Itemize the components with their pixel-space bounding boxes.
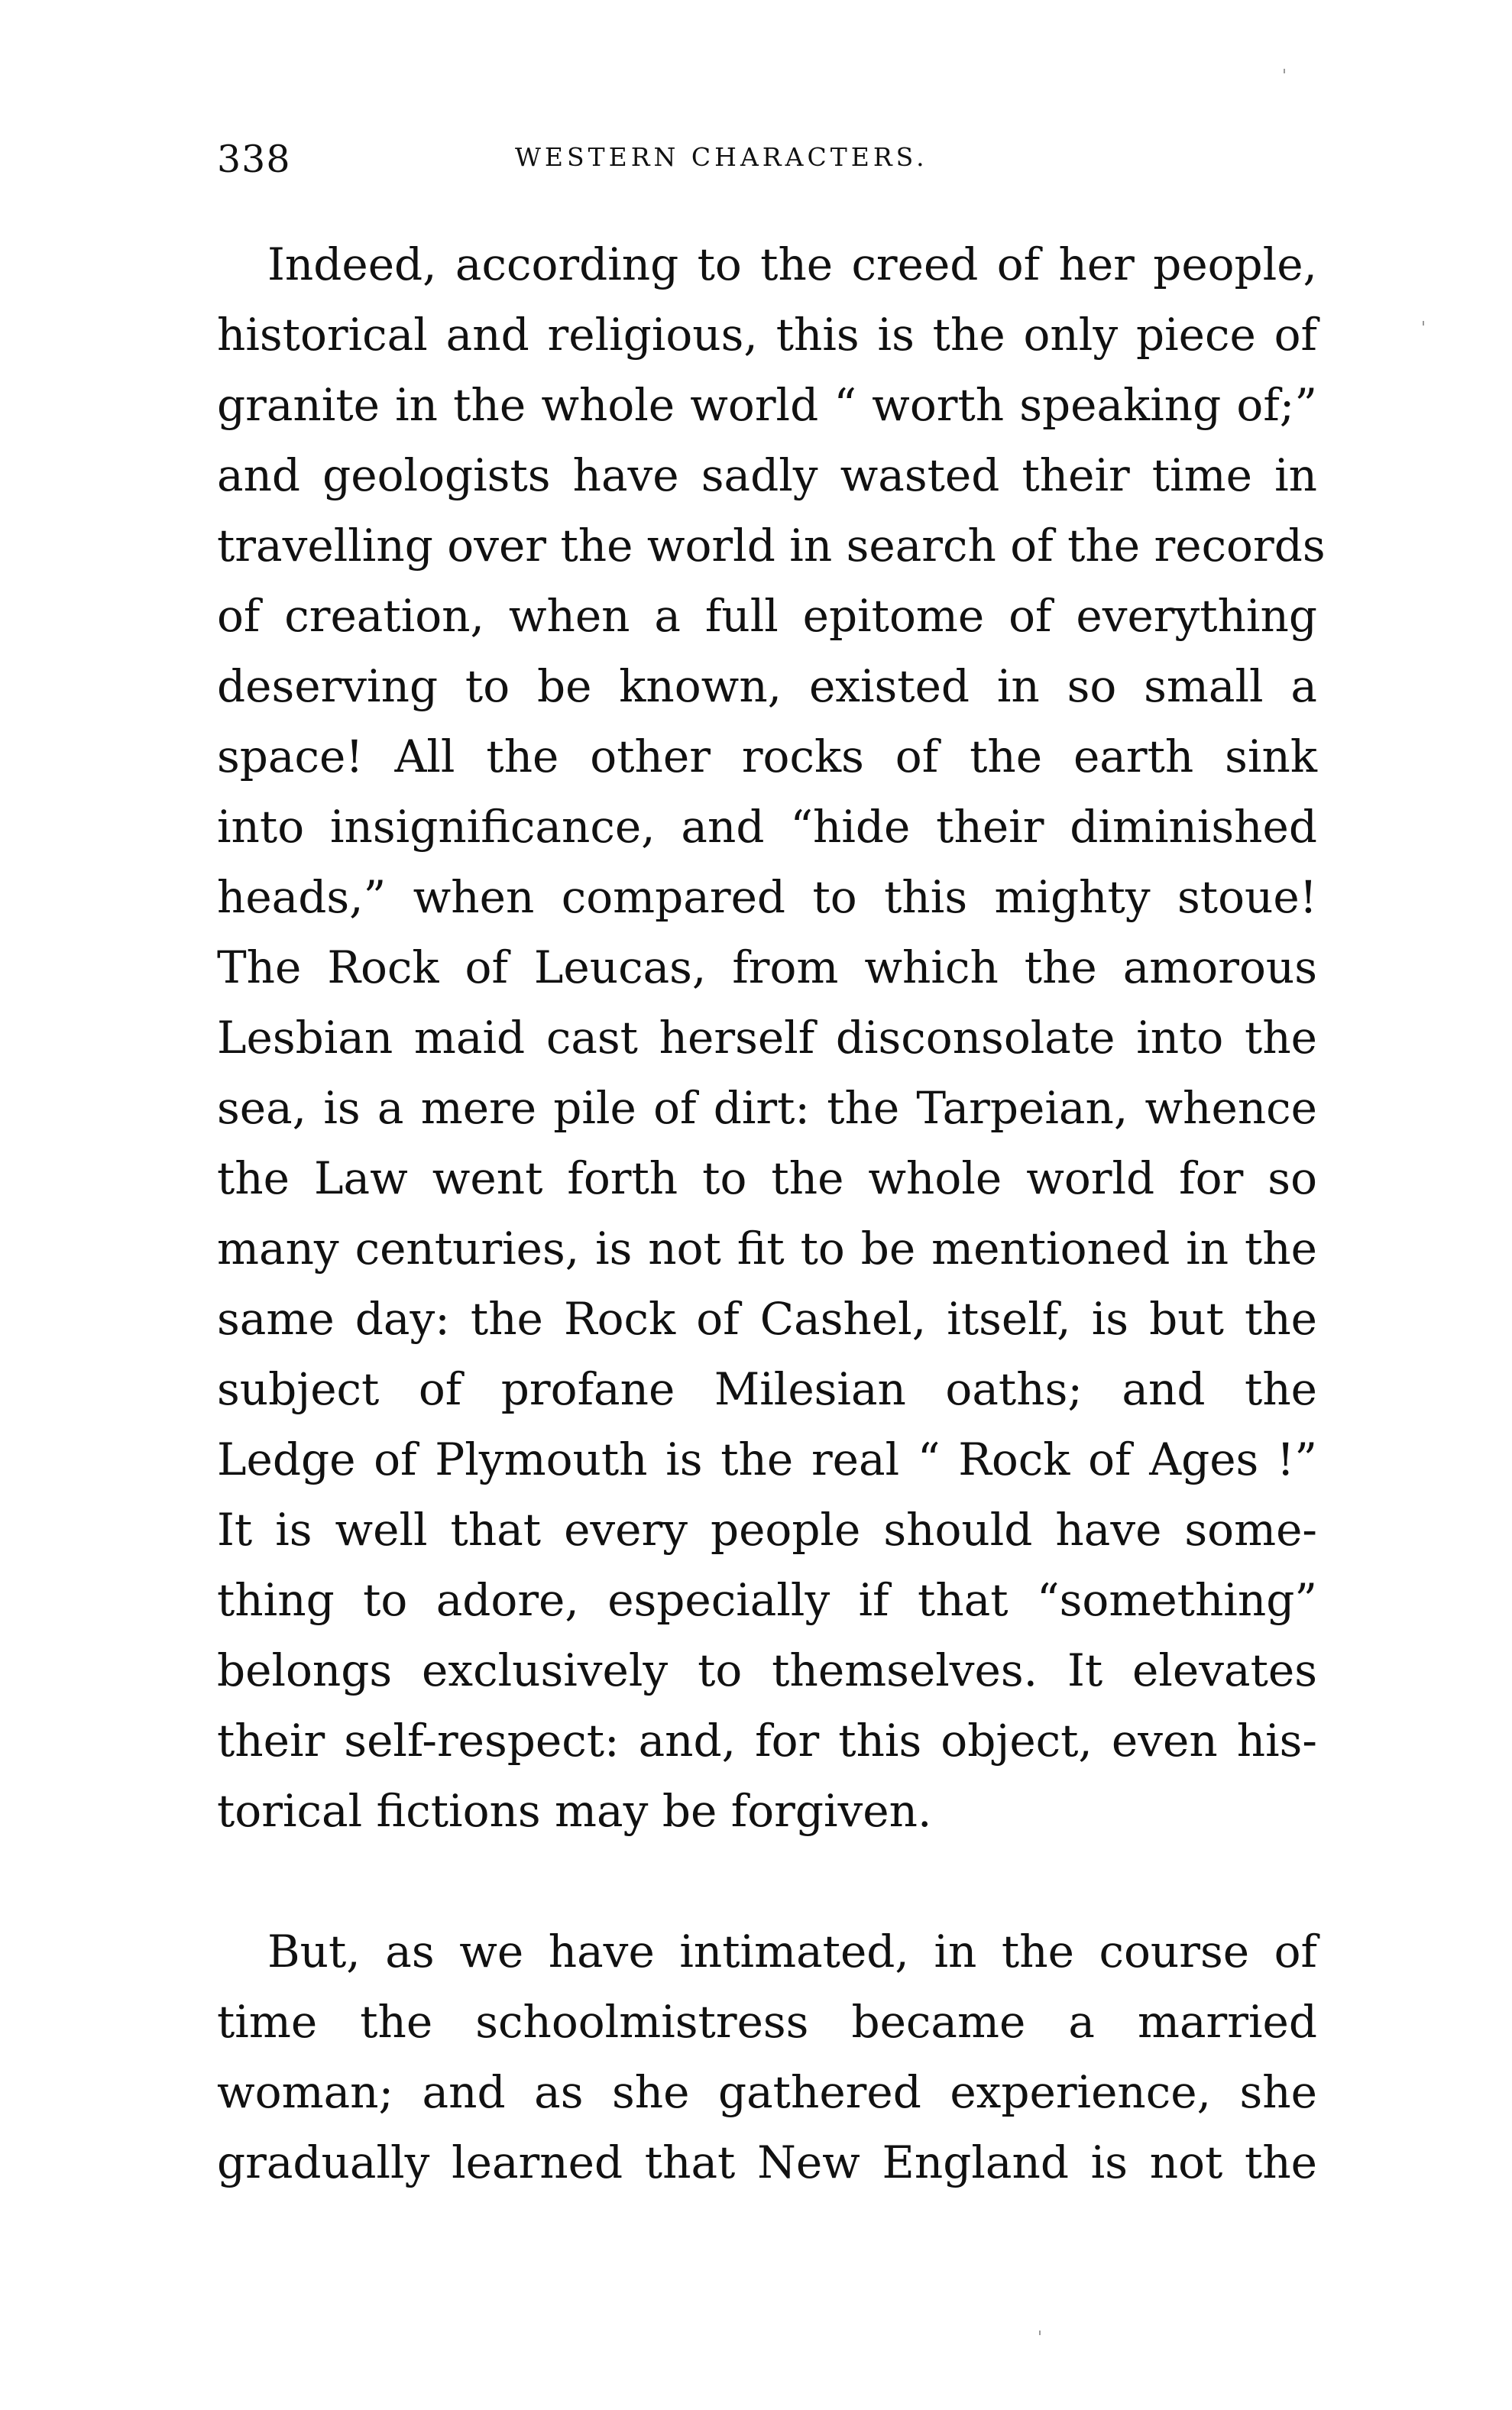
text-line: Indeed, according to the creed of her people, [267, 238, 1317, 290]
text-line: But, as we have intimated, in the course of [267, 1926, 1317, 1978]
text-line: heads,” when compared to this mighty stoue! [217, 871, 1317, 923]
text-line: their self-respect: and, for this object, even his- [217, 1715, 1317, 1767]
page-header [217, 138, 1317, 191]
text-line: of creation, when a full epitome of everything [217, 590, 1317, 642]
page-number: 338 [217, 138, 291, 181]
text-line: The Rock of Leucas, from which the amorous [217, 941, 1317, 993]
text-line: time the schoolmistress became a married [217, 1996, 1317, 2048]
paragraph-gap [217, 1846, 1317, 1916]
text-line: thing to adore, especially if that “something” [217, 1574, 1317, 1626]
paper-speck [1284, 69, 1285, 73]
text-line: It is well that every people should have some- [217, 1504, 1317, 1556]
text-line: deserving to be known, existed in so small a [217, 660, 1317, 712]
text-line: the Law went forth to the whole world for so [217, 1152, 1317, 1204]
text-line: granite in the whole world “ worth speaking of;” [217, 379, 1317, 431]
text-line: belongs exclusively to themselves. It elevates [217, 1644, 1317, 1696]
text-line: woman; and as she gathered experience, she [217, 2066, 1317, 2118]
text-line: same day: the Rock of Cashel, itself, is but the [217, 1293, 1317, 1345]
body-text [217, 229, 1326, 2198]
text-line: gradually learned that New England is not the [217, 2136, 1317, 2188]
text-line: Lesbian maid cast herself disconsolate into the [217, 1012, 1317, 1064]
text-line: and geologists have sadly wasted their time in [217, 449, 1317, 501]
text-line: subject of profane Milesian oaths; and the [217, 1363, 1317, 1415]
paper-speck [1039, 2331, 1041, 2335]
text-line: space! All the other rocks of the earth sink [217, 730, 1317, 782]
text-line: travelling over the world in search of the records [217, 520, 1326, 572]
paragraph [217, 229, 1326, 1846]
text-line: torical fictions may be forgiven. [217, 1785, 932, 1837]
text-line: Ledge of Plymouth is the real “ Rock of Ages !” [217, 1433, 1317, 1485]
paragraph [217, 1916, 1317, 2198]
text-line: historical and religious, this is the only piece of [217, 309, 1317, 361]
text-line: sea, is a mere pile of dirt: the Tarpeian, whence [217, 1082, 1317, 1134]
text-line: many centuries, is not fit to be mentioned in the [217, 1223, 1317, 1275]
paper-speck [1423, 321, 1424, 326]
text-line: into insignificance, and “hide their diminished [217, 801, 1317, 853]
running-title: WESTERN CHARACTERS. [515, 142, 928, 172]
